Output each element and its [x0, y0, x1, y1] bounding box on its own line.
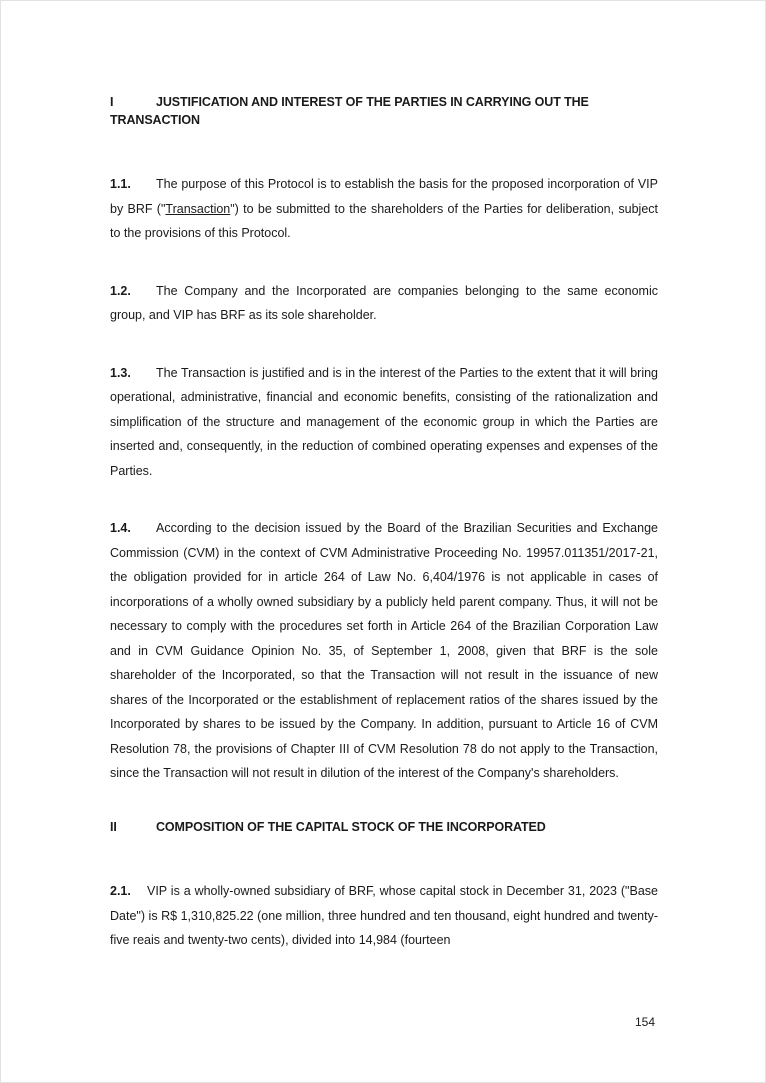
paragraph [110, 361, 658, 484]
section-number: II [110, 819, 117, 834]
paragraph-number: 1.4. [110, 521, 131, 535]
paragraph [110, 279, 658, 328]
paragraph-number: 1.1. [110, 177, 131, 191]
paragraph-text: The Company and the Incorporated are companies belonging to the same economic group, and VIP has BRF as its sole shareholder. [110, 283, 658, 322]
paragraph-text: VIP is a wholly-owned subsidiary of BRF, whose capital stock in December 31, 2023 ("Base Date") is R$ 1,310,825.22 (one million, three hundred and ten thousand, eight hundred and twenty-five reais and twenty-two cents), divided into 14,984 (fourteen [110, 884, 658, 947]
section-heading [110, 94, 658, 129]
section-title: COMPOSITION OF THE CAPITAL STOCK OF THE INCORPORATED [156, 819, 546, 834]
defined-term-underlined: Transaction [165, 201, 231, 216]
page-number: 154 [634, 1015, 655, 1029]
section-title: JUSTIFICATION AND INTEREST OF THE PARTIES IN CARRYING OUT THE TRANSACTION [110, 95, 589, 127]
paragraph [110, 172, 658, 246]
section-number: I [110, 95, 114, 109]
paragraph-text: ") to be submitted to the shareholders of the Parties for deliberation, subject to the provisions of this Protocol. [110, 201, 658, 240]
paragraph [110, 879, 658, 953]
paragraph-text: According to the decision issued by the Board of the Brazilian Securities and Exchange Commission (CVM) in the context of CVM Administrative Proceeding No. 19957.011351/2017-21, the obligation provided for in article 264 of Law No. 6,404/1976 is not applicable in cases of incorporations of a wholly owned subsidiary by a publicly held parent company. Thus, it will not be necessary to comply with the procedures set forth in Article 264 of the Brazilian Corporation Law and in CVM Guidance Opinion No. 35, of September 1, 2008, given that BRF is the sole shareholder of the Incorporated, so that the Transaction will not result in the issuance of new shares of the Incorporated or the establishment of replacement ratios of the shares issued by the Incorporated by shares to be issued by the Company. In addition, pursuant to Article 16 of CVM Resolution 78, the provisions of Chapter III of CVM Resolution 78 do not apply to the Transaction, since the Transaction will not result in dilution of the interest of the Company's shareholders. [110, 521, 658, 780]
paragraph [110, 516, 658, 786]
paragraph-text: The purpose of this Protocol is to establish the basis for the proposed incorporation of VIP by BRF (" [110, 177, 658, 216]
paragraph-number: 1.2. [110, 283, 131, 298]
document-body [110, 94, 658, 953]
paragraph-number: 1.3. [110, 365, 131, 380]
section-heading [110, 819, 658, 837]
paragraph-number: 2.1. [110, 884, 131, 898]
paragraph-text: The Transaction is justified and is in the interest of the Parties to the extent that it will bring operational, administrative, financial and economic benefits, consisting of the rationalization and simplification of the structure and management of the economic group in which the Parties are inserted and, consequently, in the reduction of combined operating expenses and expenses of the Parties. [110, 365, 658, 478]
